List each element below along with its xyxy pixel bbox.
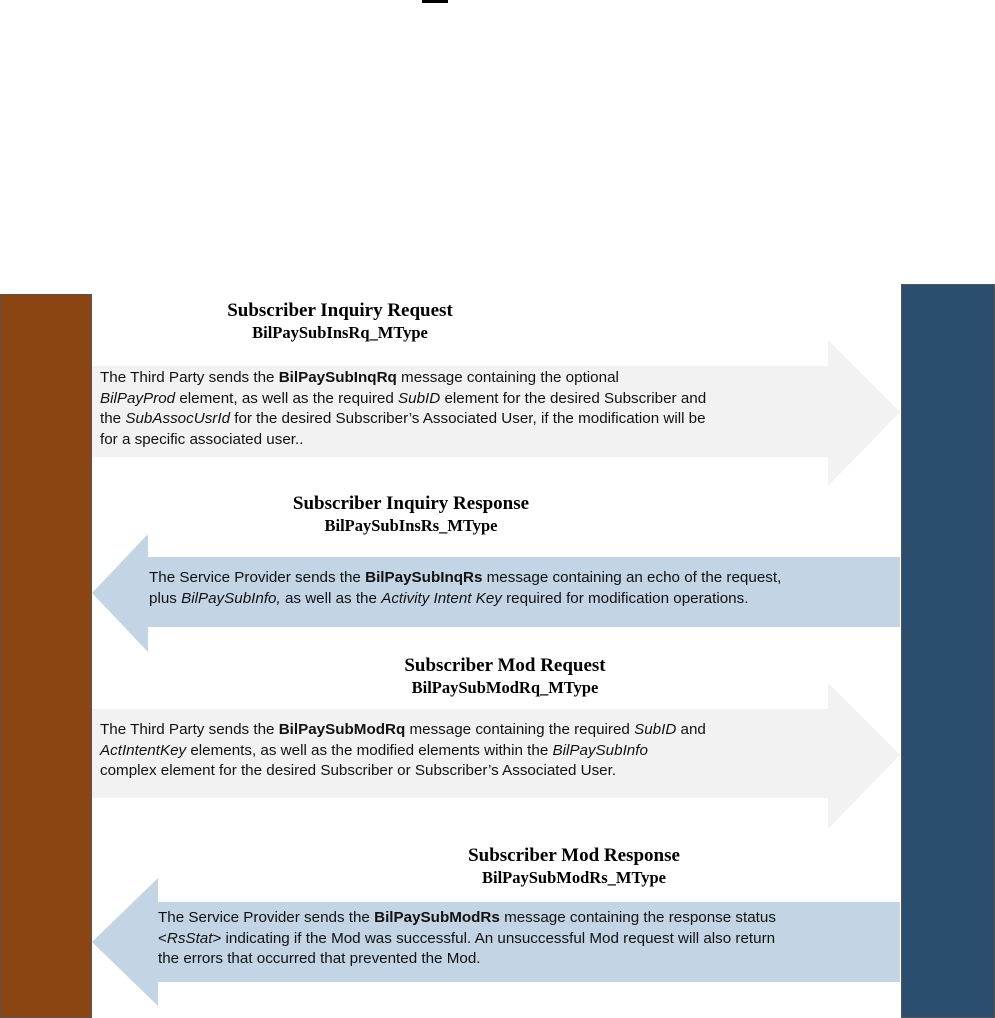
description-line xyxy=(100,761,706,782)
text-segment: for the desired Subscriber’s Associated User, if the modification will be xyxy=(230,410,706,427)
description-line xyxy=(158,929,776,950)
text-segment: The Service Provider sends the xyxy=(158,909,375,926)
inquiry-response-description xyxy=(149,568,781,609)
element-name: BilPaySubInfo xyxy=(552,741,648,759)
text-segment: message containing the response status xyxy=(499,909,776,926)
description-line xyxy=(100,430,706,451)
message-type: BilPaySubModRs_MType xyxy=(482,867,666,887)
description-line xyxy=(100,720,706,741)
text-segment: The Service Provider sends the xyxy=(149,569,366,586)
element-name: Activity Intent Key xyxy=(381,589,502,607)
description-line xyxy=(149,568,781,589)
text-segment: complex element for the desired Subscriber or Subscriber’s Associated User. xyxy=(100,762,617,779)
message-type: BilPaySubInsRs_MType xyxy=(324,515,498,535)
mod-response-description xyxy=(158,908,776,970)
text-segment: element, as well as the required xyxy=(175,389,399,407)
text-segment: > indicating if the Mod was successful. An unsuccessful Mod request will also return xyxy=(212,929,776,947)
text-segment: The Third Party sends the xyxy=(100,721,279,738)
text-segment: elements, as well as the modified elements within the xyxy=(186,741,553,759)
description-line xyxy=(100,741,706,762)
text-segment: for a specific associated user.. xyxy=(100,430,304,448)
text-segment: message containing an echo of the request, xyxy=(482,569,782,586)
inquiry-response-heading xyxy=(266,492,556,536)
element-name: BilPaySubInfo, xyxy=(181,589,281,607)
message-name: BilPaySubInqRs xyxy=(365,569,483,586)
description-line xyxy=(158,908,776,929)
message-name: BilPaySubInqRq xyxy=(278,369,397,386)
description-line xyxy=(100,389,706,410)
description-line xyxy=(158,949,776,970)
text-segment: as well as the xyxy=(280,589,382,607)
element-name: SubID xyxy=(398,389,441,407)
text-segment: plus xyxy=(149,589,182,607)
text-segment: and xyxy=(676,721,706,738)
mod-response-heading xyxy=(434,844,714,888)
text-segment: the errors that occurred that prevented the Mod. xyxy=(158,950,481,967)
message-title: Subscriber Inquiry Response xyxy=(292,493,530,514)
message-title: Subscriber Mod Request xyxy=(404,655,606,676)
mod-request-description xyxy=(100,720,706,782)
message-type: BilPaySubInsRq_MType xyxy=(252,322,428,342)
message-type: BilPaySubModRq_MType xyxy=(411,677,599,697)
text-segment: The Third Party sends the xyxy=(100,369,279,386)
inquiry-request-description xyxy=(100,368,706,450)
text-segment: required for modification operations. xyxy=(501,589,749,607)
element-name: BilPayProd xyxy=(100,389,176,407)
description-line xyxy=(100,368,706,389)
mod-request-heading xyxy=(370,654,640,698)
element-name: RsStat xyxy=(166,929,213,947)
text-segment: < xyxy=(158,929,167,947)
text-segment: message containing the required xyxy=(405,721,635,738)
inquiry-request-heading xyxy=(200,299,480,343)
description-line xyxy=(100,409,706,430)
message-name: BilPaySubModRq xyxy=(278,721,406,738)
element-name: SubAssocUsrId xyxy=(125,410,231,427)
element-name: SubID xyxy=(634,721,677,738)
text-segment: message containing the optional xyxy=(396,369,619,386)
message-title: Subscriber Inquiry Request xyxy=(227,300,453,321)
message-title: Subscriber Mod Response xyxy=(468,845,680,866)
text-segment: the xyxy=(100,410,126,427)
description-line xyxy=(149,589,781,610)
message-name: BilPaySubModRs xyxy=(374,909,500,926)
text-segment: element for the desired Subscriber and xyxy=(440,389,707,407)
element-name: ActIntentKey xyxy=(100,741,187,759)
